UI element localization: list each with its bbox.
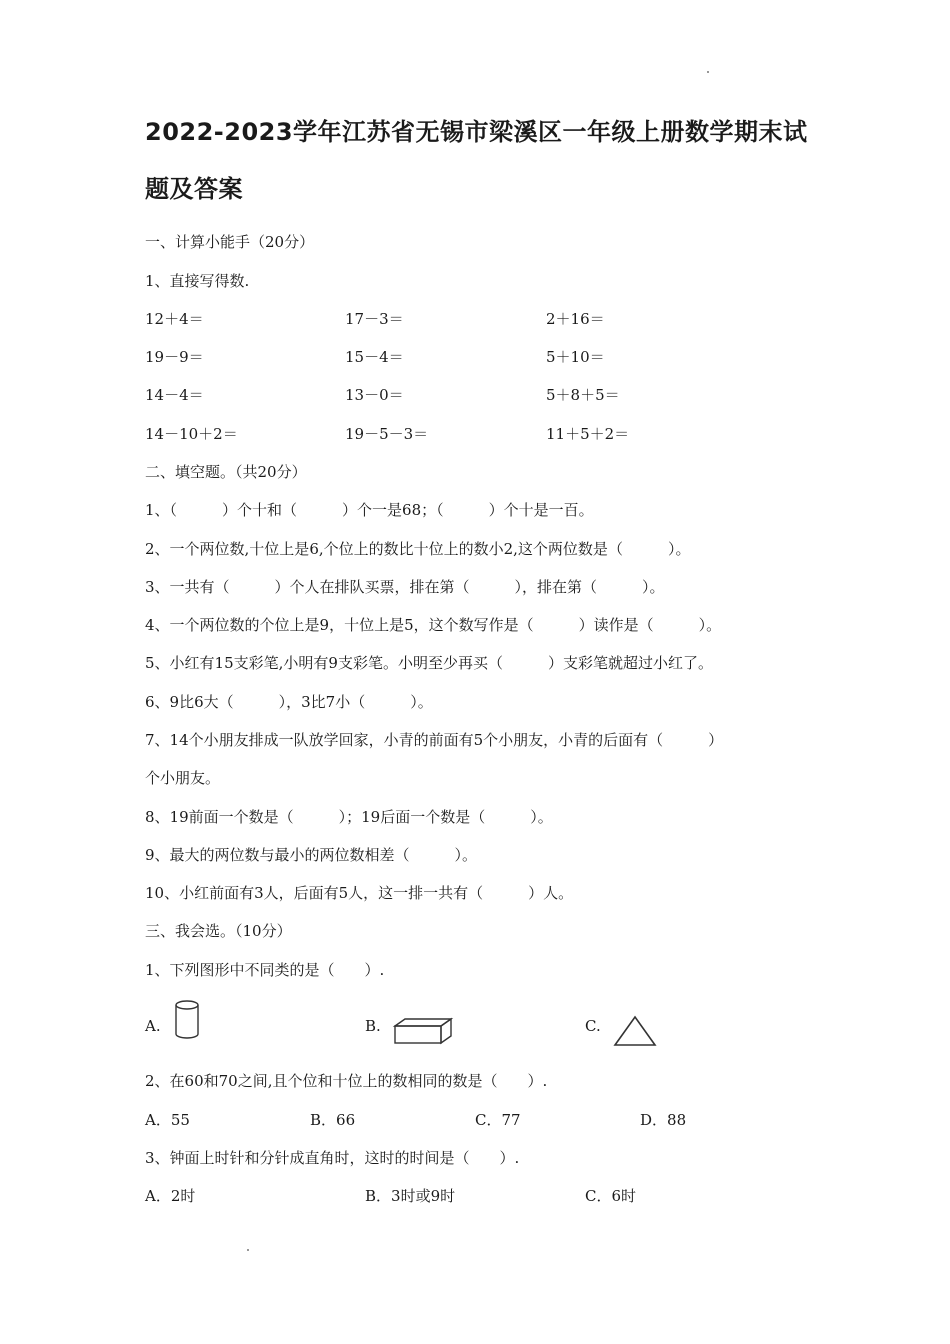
fill-item: 8、19前面一个数是（ ）；19后面一个数是（ ）。 xyxy=(145,808,553,826)
calc-cell: 14－10＋2＝ xyxy=(145,425,238,443)
fill-item: 5、小红有15支彩笔,小明有9支彩笔。小明至少再买（ ）支彩笔就超过小红了。 xyxy=(145,654,713,672)
cylinder-icon xyxy=(172,999,202,1041)
option-label: B．3时或9时 xyxy=(365,1187,456,1205)
calc-cell: 5＋10＝ xyxy=(546,348,605,366)
option-b-label: B. xyxy=(365,1017,381,1035)
calc-cell: 15－4＝ xyxy=(345,348,404,366)
calc-cell: 17－3＝ xyxy=(345,310,404,328)
section1-question1: 1、直接写得数. xyxy=(145,272,250,290)
calc-cell: 13－0＝ xyxy=(345,386,404,404)
fill-item: 6、9比6大（ ），3比7小（ ）。 xyxy=(145,693,433,711)
calc-cell: 5＋8＋5＝ xyxy=(546,386,620,404)
fill-item: 9、最大的两位数与最小的两位数相差（ ）。 xyxy=(145,846,478,864)
calc-cell: 12＋4＝ xyxy=(145,310,204,328)
section1-heading: 一、计算小能手（20分） xyxy=(145,233,315,251)
option-label: A．2时 xyxy=(145,1187,196,1205)
option-label: C．6时 xyxy=(585,1187,637,1205)
fill-item: 7、14个小朋友排成一队放学回家，小青的前面有5个小朋友，小青的后面有（ ） xyxy=(145,731,724,749)
choice-question-2: 2、在60和70之间,且个位和十位上的数相同的数是（ ）. xyxy=(145,1072,548,1090)
fill-item: 1、（ ）个十和（ ）个一是68；（ ）个十是一百。 xyxy=(145,501,594,519)
option-label: C．77 xyxy=(475,1111,521,1129)
fill-item: 10、小红前面有3人，后面有5人，这一排一共有（ ）人。 xyxy=(145,884,574,902)
cuboid-icon xyxy=(392,1016,454,1046)
decorative-dot-top xyxy=(707,71,709,73)
choice-question-3: 3、钟面上时针和分针成直角时，这时的时间是（ ）. xyxy=(145,1149,520,1167)
section3-heading: 三、我会选。（10分） xyxy=(145,922,292,940)
title-line-2: 题及答案 xyxy=(145,175,243,203)
calc-cell: 11＋5＋2＝ xyxy=(546,425,630,443)
section2-heading: 二、填空题。（共20分） xyxy=(145,463,307,481)
option-label: D．88 xyxy=(640,1111,687,1129)
option-label: B．66 xyxy=(310,1111,356,1129)
calc-cell: 19－5－3＝ xyxy=(345,425,429,443)
title-line-1: 2022-2023学年江苏省无锡市梁溪区一年级上册数学期末试 xyxy=(145,118,808,146)
option-c-label: C. xyxy=(585,1017,601,1035)
calc-cell: 2＋16＝ xyxy=(546,310,605,328)
fill-item: 3、一共有（ ）个人在排队买票，排在第（ ），排在第（ ）。 xyxy=(145,578,665,596)
calc-cell: 19－9＝ xyxy=(145,348,204,366)
calc-cell: 14－4＝ xyxy=(145,386,204,404)
triangle-icon xyxy=(612,1014,658,1048)
fill-item: 4、一个两位数的个位上是9，十位上是5，这个数写作是（ ）读作是（ ）。 xyxy=(145,616,722,634)
decorative-dot-bottom xyxy=(247,1249,249,1251)
fill-item-continuation: 个小朋友。 xyxy=(145,769,221,787)
option-label: A．55 xyxy=(145,1111,190,1129)
fill-item: 2、一个两位数,十位上是6,个位上的数比十位上的数小2,这个两位数是（ ）。 xyxy=(145,540,691,558)
option-a-label: A. xyxy=(145,1017,161,1035)
choice-question-1: 1、下列图形中不同类的是（ ）. xyxy=(145,961,385,979)
